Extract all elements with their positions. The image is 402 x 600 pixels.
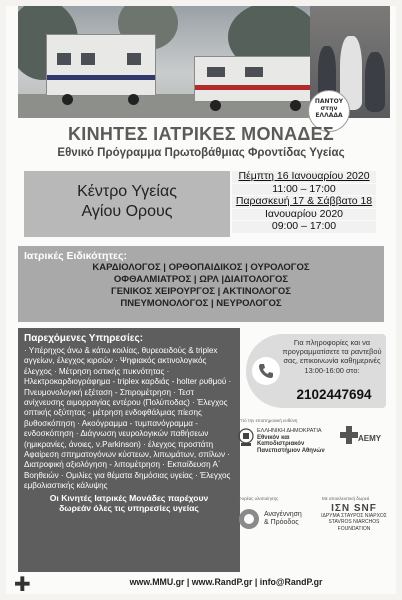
university-logo: ΕΛΛΗΝΙΚΗ ΔΗΜΟΚΡΑΤΙΑ Εθνικόν και Καποδιστριακόν Πανεπιστήμιον Αθηνών	[238, 428, 336, 454]
randp-emblem-icon	[238, 508, 260, 530]
donor-caption: Με αποκλειστική δωρεά	[322, 496, 370, 501]
contact-box	[246, 334, 386, 408]
cross-icon	[340, 426, 358, 444]
scientific-caption: Υπό την επιστημονική ευθύνη	[238, 418, 298, 423]
specialties-line: ΟΦΘΑΛΜΙΑΤΡΟΣ | ΩΡΛ |ΔΙΑΙΤΟΛΟΓΟΣ	[113, 274, 289, 285]
contact-phone-number: 2102447694	[296, 387, 372, 402]
page-subtitle: Εθνικό Πρόγραμμα Πρωτοβάθμιας Φροντίδας Υγείας	[57, 147, 345, 159]
university-emblem-icon	[238, 428, 254, 448]
schedule-hours2: 09:00 – 17:00	[232, 221, 376, 233]
specialties-line: ΓΕΝΙΚΟΣ ΧΕΙΡΟΥΡΓΟΣ | ΑΚΤΙΝΟΛΟΓΟΣ	[111, 286, 291, 297]
mobile-unit-truck	[46, 34, 156, 96]
services-title: Παρεχόμενες Υπηρεσίες:	[24, 333, 144, 344]
schedule-box	[232, 171, 376, 243]
schedule-hours1: 11:00 – 17:00	[232, 184, 376, 196]
schedule-day2-month: Ιανουαρίου 2020	[232, 209, 376, 221]
aemy-logo: ΑΕΜΥ	[340, 426, 380, 452]
specialties-line: ΠΝΕΥΜΟΝΟΛΟΓΟΣ | ΝΕΥΡΟΛΟΓΟΣ	[120, 298, 282, 309]
phone-icon	[252, 357, 280, 385]
location-line1: Κέντρο Υγείας	[77, 183, 177, 200]
location-line2: Αγίου Ορους	[81, 203, 173, 220]
randp-logo: Αναγέννηση & Πρόοδος	[238, 506, 308, 536]
implementer-caption: Φορέας υλοποίησης	[238, 496, 279, 501]
services-free-note: Οι Κινητές Ιατρικές Μονάδες παρέχουν δωρεάν όλες τις υπηρεσίες υγείας	[49, 492, 209, 514]
footer-links[interactable]: www.MMU.gr | www.RandP.gr | info@RandP.gr	[129, 577, 323, 587]
flyer-page	[6, 6, 396, 594]
specialties-title: Ιατρικές Ειδικότητες:	[24, 250, 128, 262]
specialties-box	[18, 246, 384, 322]
services-list: · Υπέρηχος άνω & κάτω κοιλίας, θυρεοειδούς & triplex αγγείων, έλεγχος κιρσών · Ψηφιακός ακτινολογικός έλεγχος · Μέτρηση οστικής πυκνότητας · Ηλεκτροκαρδιογράφημα - triplex καρδιάς - holter ρυθμού · Πνευμονολογική εξέταση - Σπιρομέτρηση · Τεστ ανίχνευσης αιμορραγίας εντέρου (Πολύποδας) · Έλεγχος οπτικής οξύτητας - μέτρηση ενδοφθάλμιας πίεσης βυθοσκόπηση · Ακοόγραμμα - τυμπανόγραμμα - ενδοσκόπηση · Διάγνωση νευρολογικών παθήσεων (ημικρανίες, άνοιες, ν.Parkinson) · έλεγχος προστάτη Αφαίρεση σπηματογόνων κύστεων, λιπωμάτων, σπίλων · Διατροφική αξιολόγηση - λιπομέτρηση · Εκπαίδευση Α΄ Βοηθειών · Ομιλίες για θέματα δημόσιας υγείας · Έλεγχος εμβολιαστικής κάλυψης	[24, 346, 232, 491]
specialties-line: ΚΑΡΔΙΟΛΟΓΟΣ | ΟΡΘΟΠΑΙΔΙΚΟΣ | ΟΥΡΟΛΟΓΟΣ	[92, 262, 310, 273]
contact-text: Για πληροφορίες και να προγραμματίσετε τα ραντεβού σας, επικοινωνία καθημερινές 13:00-16:00 στο:	[282, 338, 382, 375]
services-box	[18, 328, 240, 572]
location-box	[24, 171, 230, 237]
snf-logo: ΙΣΝ SNF ΙΔΡΥΜΑ ΣΤΑΥΡΟΣ ΝΙΑΡΧΟΣ STAVROS NIARCHOS FOUNDATION	[321, 503, 387, 532]
plus-icon: ✚	[14, 572, 31, 596]
mobile-unit-truck	[194, 56, 312, 102]
everywhere-in-greece-badge: ΠΑΝΤΟΥ στην ΕΛΛΑΔΑ	[308, 90, 350, 132]
page-title: ΚΙΝΗΤΕΣ ΙΑΤΡΙΚΕΣ ΜΟΝΑΔΕΣ	[67, 124, 335, 144]
schedule-day1: Πέμπτη 16 Ιανουαρίου 2020	[232, 171, 376, 183]
schedule-day2: Παρασκευή 17 & Σάββατο 18	[232, 196, 376, 208]
